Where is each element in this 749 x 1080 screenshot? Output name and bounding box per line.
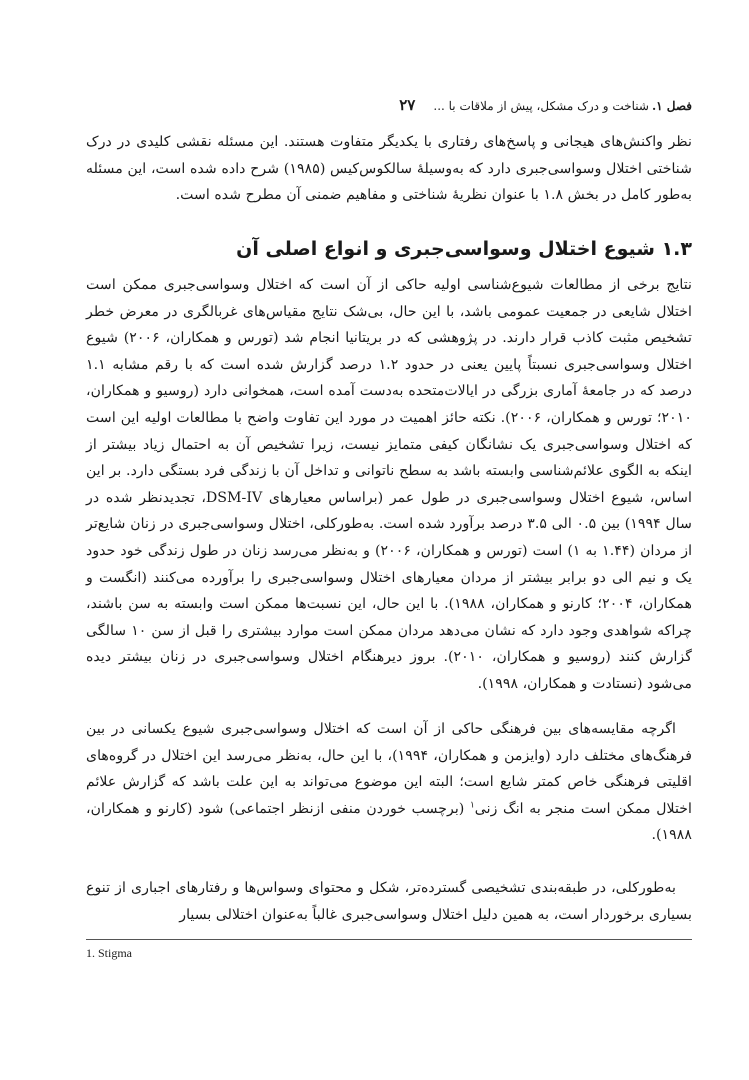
chapter-label: فصل ۱. xyxy=(651,99,692,113)
paragraph-3 xyxy=(86,716,692,849)
footnote-reference-marker[interactable]: ۱ xyxy=(469,800,475,811)
page-number: ۲۷ xyxy=(399,96,416,114)
paragraph-3-text-end: (برچسب خوردن منفی ازنظر اجتماعی) شود (کارنو و همکاران، ۱۹۸۸). xyxy=(86,800,692,844)
paragraph-2: نتایج برخی از مطالعات شیوع‌شناسی اولیه حاکی از آن است که اختلال وسواسی‌جبری ممکن است اختلال شایعی در جمعیت عمومی باشد، با این حال، بی‌شک نتایج مقیاس‌های غربالگری در معرض خطر تشخیص مثبت کاذب قرار دارند. در پژوهشی که در بریتانیا انجام شد (تورس و همکاران، ۲۰۰۶) شیوع اختلال وسواسی‌جبری نسبتاً پایین یعنی در حدود ۱.۲ درصد گزارش شده است که با رقم مشابه ۱.۱ درصد که در جامعهٔ آماری بزرگی در ایالات‌متحده به‌دست آمده است، همخوانی دارد (روسیو و همکاران، ۲۰۱۰؛ تورس و همکاران، ۲۰۰۶). نکته حائز اهمیت در مورد این تفاوت واضح با مطالعات اولیه این است که اختلال وسواسی‌جبری یک نشانگان کیفی متمایز نیست، زیرا تشخیص آن به احتمال زیاد بیشتر از اینکه به الگوی علائم‌شناسی وابسته باشد به سطح ناتوانی و تداخل آن با زندگی فرد بستگی دارد. بر این اساس، شیوع اختلال وسواسی‌جبری در طول عمر (براساس معیارهای DSM-IV، تجدیدنظر شده در سال ۱۹۹۴) بین ۰.۵ الی ۳.۵ درصد برآورد شده است. به‌طورکلی، اختلال وسواسی‌جبری در زنان شایع‌تر از مردان (۱.۴۴ به ۱) است (تورس و همکاران، ۲۰۰۶) و به‌نظر می‌رسد زنان در طول زندگی خود حدود یک و نیم الی دو برابر بیشتر از مردان معیارهای اختلال وسواسی‌جبری را برآورده می‌کنند (انگست و همکاران، ۲۰۰۴؛ کارنو و همکاران، ۱۹۸۸). با این حال، این نسبت‌ها ممکن است وابسته به سن باشند، چراکه شواهدی وجود دارد که نشان می‌دهد مردان ممکن است موارد بیشتری را قبل از سن ۱۰ سالگی گزارش کنند (روسیو و همکاران، ۲۰۱۰). بروز دیرهنگام اختلال وسواسی‌جبری در زنان بیشتر دیده می‌شود (نستادت و همکاران، ۱۹۹۸). xyxy=(86,277,693,692)
paragraph-1: نظر واکنش‌های هیجانی و پاسخ‌های رفتاری با یکدیگر متفاوت هستند. این مسئله نقشی کلیدی در درک شناختی اختلال وسواسی‌جبری دارد که به‌وسیلهٔ سالکوس‌کیس (۱۹۸۵) شرح داده شده است، این مسئله به‌طور کامل در بخش ۱.۸ با عنوان نظریهٔ شناختی و مفاهیم ضمنی آن مطرح شده است. xyxy=(86,134,692,204)
paragraph-4: به‌طورکلی، در طبقه‌بندی تشخیصی گسترده‌تر، شکل و محتوای وسواس‌ها و رفتارهای اجباری از تنوع بسیاری برخوردار است، به همین دلیل اختلال وسواسی‌جبری غالباً به‌عنوان اختلالی بسیار xyxy=(86,880,692,923)
chapter-title: شناخت و درک مشکل، پیش از ملاقات با ... xyxy=(433,99,649,113)
running-header xyxy=(86,93,692,117)
footnote-divider xyxy=(86,939,692,940)
paragraph-3-text-start: اگرچه مقایسه‌های بین فرهنگی حاکی از آن است که اختلال وسواسی‌جبری شیوع یکسانی در بین فرهنگ‌های مختلف دارد (وایزمن و همکاران، ۱۹۹۴)، با این حال، به‌نظر می‌رسد این اختلال در گروه‌های اقلیتی فرهنگی خاص کمتر شایع است؛ البته این موضوع می‌تواند به این علت باشد که گزارش علائم اختلال ممکن است منجر به انگ زنی xyxy=(86,721,692,817)
book-page xyxy=(86,0,692,1080)
section-heading: ۱.۳ شیوع اختلال وسواسی‌جبری و انواع اصلی آن xyxy=(236,238,692,260)
footnote: 1. Stigma xyxy=(86,946,133,960)
